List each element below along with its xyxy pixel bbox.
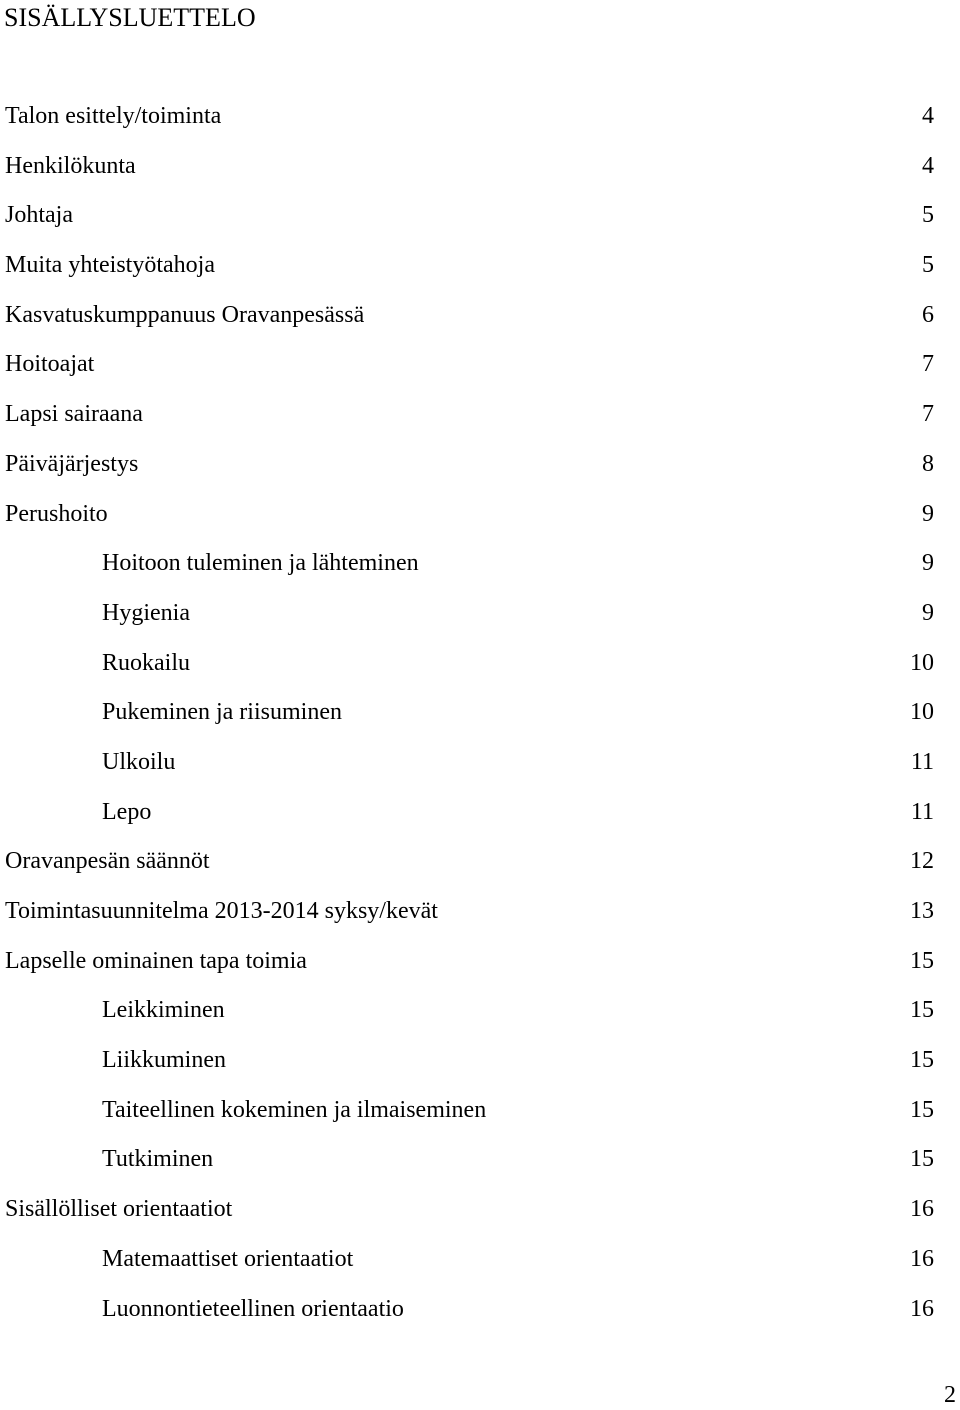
toc-entry-page: 7 [922,351,934,378]
toc-entry [0,142,960,192]
toc-entry [0,191,960,241]
toc-entry-label: Pukeminen ja riisuminen [102,699,342,726]
toc-entry-page: 5 [922,202,934,229]
toc-entry [0,241,960,291]
toc-entry-page: 11 [910,748,934,775]
toc-entry-page: 7 [922,401,934,428]
toc-list [0,92,960,1334]
toc-entry [0,490,960,540]
toc-entry-page: 4 [922,152,934,179]
toc-entry-page: 10 [910,699,934,726]
page-number: 2 [944,1382,956,1408]
toc-entry [0,539,960,589]
toc-entry-label: Kasvatuskumppanuus Oravanpesässä [5,301,365,328]
toc-entry-label: Perushoito [5,500,108,527]
toc-entry-label: Lepo [102,798,152,825]
toc-entry [0,788,960,838]
toc-entry-label: Muita yhteistyötahoja [5,252,215,279]
toc-entry-page: 16 [910,1295,934,1322]
toc-entry-label: Ruokailu [102,649,190,676]
toc-entry [0,1135,960,1185]
toc-entry [0,1086,960,1136]
toc-entry [0,440,960,490]
toc-entry-label: Hoitoajat [5,351,95,378]
toc-entry-page: 5 [922,252,934,279]
toc-entry [0,986,960,1036]
toc-entry-page: 8 [922,450,934,477]
toc-entry-label: Lapselle ominainen tapa toimia [5,947,307,974]
toc-entry [0,92,960,142]
toc-entry [0,887,960,937]
toc-entry-label: Ulkoilu [102,748,176,775]
toc-entry-page: 9 [922,599,934,626]
toc-entry-label: Toimintasuunnitelma 2013-2014 syksy/kevät [5,898,438,924]
toc-entry [0,738,960,788]
toc-entry [0,688,960,738]
toc-entry-page: 6 [922,301,934,328]
toc-entry-label: Luonnontieteellinen orientaatio [102,1295,404,1322]
toc-entry-page: 15 [910,947,934,974]
toc-entry-page: 9 [922,550,934,577]
toc-entry-label: Taiteellinen kokeminen ja ilmaiseminen [102,1096,487,1123]
toc-entry [0,639,960,689]
toc-entry-label: Henkilökunta [5,152,136,179]
toc-entry-label: Sisällölliset orientaatiot [5,1196,233,1223]
toc-entry [0,1285,960,1335]
toc-entry [0,291,960,341]
toc-entry-label: Talon esittely/toiminta [5,103,222,129]
toc-entry-label: Matemaattiset orientaatiot [102,1245,354,1272]
toc-entry [0,340,960,390]
toc-entry [0,1036,960,1086]
toc-entry-page: 15 [910,1096,934,1123]
toc-entry-page: 4 [922,103,934,129]
toc-entry-page: 16 [910,1196,934,1223]
toc-entry-label: Johtaja [5,202,73,229]
toc-entry-page: 10 [910,649,934,676]
toc-entry-page: 15 [910,1146,934,1173]
toc-entry [0,837,960,887]
toc-entry-label: Lapsi sairaana [5,401,143,428]
toc-entry [0,1185,960,1235]
toc-entry-label: Oravanpesän säännöt [5,848,210,875]
toc-entry-page: 11 [910,798,934,825]
toc-entry [0,589,960,639]
toc-entry-page: 15 [910,997,934,1024]
toc-entry-label: Liikkuminen [102,1047,226,1074]
toc-entry-label: Leikkiminen [102,997,225,1024]
toc-entry-label: Hygienia [102,599,190,626]
toc-entry-page: 12 [910,848,934,875]
toc-entry-label: Hoitoon tuleminen ja lähteminen [102,550,419,577]
toc-entry [0,1235,960,1285]
toc-entry-page: 13 [910,898,934,924]
toc-entry-page: 9 [922,500,934,527]
toc-entry-label: Tutkiminen [102,1146,214,1173]
toc-entry-page: 16 [910,1245,934,1272]
toc-entry-label: Päiväjärjestys [5,450,139,477]
toc-entry [0,390,960,440]
toc-title: SISÄLLYSLUETTELO [4,3,256,32]
toc-entry-page: 15 [910,1047,934,1074]
toc-entry [0,937,960,987]
